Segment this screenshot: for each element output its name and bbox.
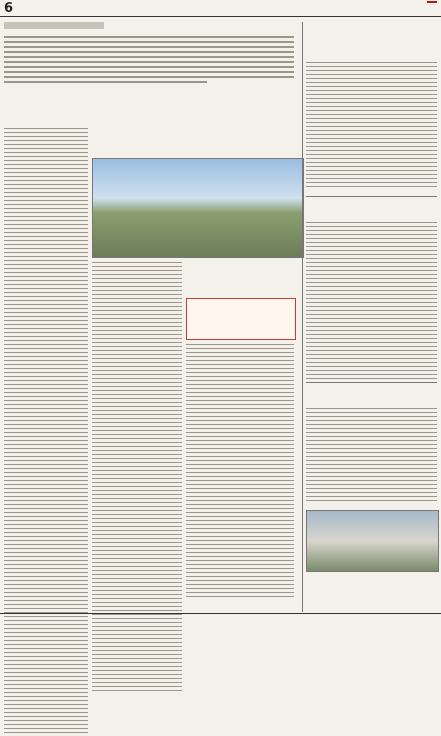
main-photo bbox=[92, 158, 304, 258]
secondary-photo bbox=[306, 510, 439, 572]
right-top-column bbox=[306, 62, 437, 190]
right-divider-2 bbox=[306, 382, 437, 383]
right-middle-column bbox=[306, 222, 437, 382]
section-ribbon bbox=[4, 22, 104, 29]
column-2 bbox=[92, 262, 182, 694]
right-bottom-column bbox=[306, 408, 437, 504]
masthead bbox=[0, 0, 441, 17]
column-3 bbox=[186, 344, 294, 600]
right-divider-1 bbox=[306, 196, 437, 197]
section-badge bbox=[427, 1, 437, 3]
page-footer bbox=[0, 613, 441, 626]
lead-text bbox=[4, 36, 294, 86]
callout-box bbox=[186, 298, 296, 340]
column-divider bbox=[302, 22, 303, 612]
column-1 bbox=[4, 128, 88, 736]
page-number: 6 bbox=[4, 1, 14, 16]
